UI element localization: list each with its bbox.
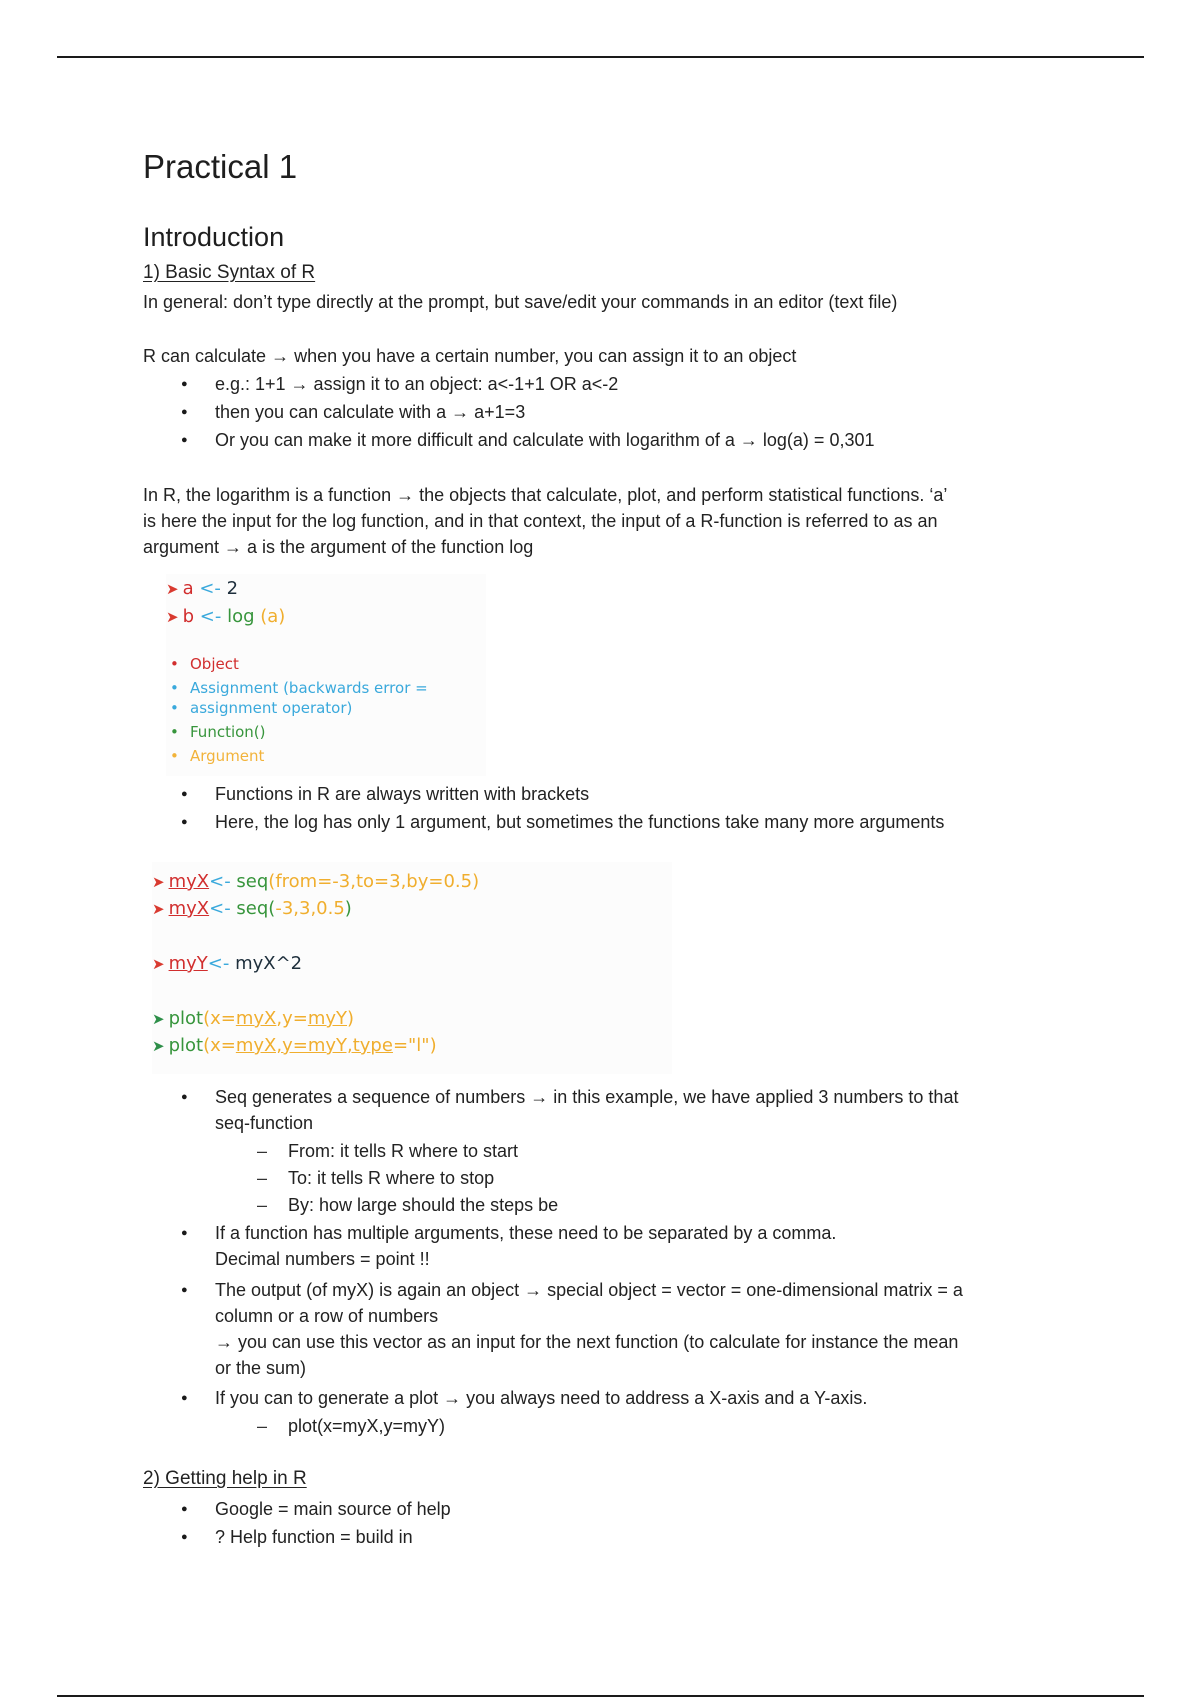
code-snippet-seq-plot	[152, 862, 672, 1074]
code-arguments: (from=-3,to=3,by=0.5)	[268, 871, 480, 892]
code-object: b	[182, 606, 195, 627]
intro-paragraph: In general: don’t type directly at the prompt, but save/edit your commands in an editor (text file)	[143, 292, 898, 312]
log-paragraph-line: In R, the logarithm is a function → the objects that calculate, plot, and perform statistical functions. ‘a’	[143, 485, 948, 505]
prompt-arrow-icon: ➤	[166, 580, 179, 598]
code-object: myX	[168, 898, 210, 919]
legend-object: • Object	[190, 654, 239, 674]
prompt-arrow-icon: ➤	[152, 873, 165, 891]
bullet-item: ● Here, the log has only 1 argument, but sometimes the functions take many more arguments	[215, 809, 1075, 835]
bullet-item: ● Google = main source of help	[215, 1496, 1075, 1522]
code-object: a	[182, 578, 194, 599]
code-line-1	[152, 871, 479, 892]
code-line-2	[166, 606, 285, 627]
bullet-line: → you can use this vector as an input for the next function (to calculate for instance the mean	[215, 1332, 959, 1352]
code-arguments: ,y=	[276, 1008, 308, 1029]
code-expression: myX^2	[229, 953, 303, 974]
code-arguments: ="l")	[392, 1035, 437, 1056]
bullet-line: seq-function	[215, 1113, 314, 1133]
bullet-item-plot: ● If you can to generate a plot → you always need to address a X-axis and a Y-axis.	[215, 1385, 1075, 1411]
code-line-1	[166, 578, 238, 599]
bullet-line: or the sum)	[215, 1358, 307, 1378]
legend-assignment-cont: • assignment operator)	[190, 698, 352, 718]
section-heading-introduction: Introduction	[143, 222, 285, 252]
code-snippet-assignment	[166, 574, 486, 776]
bullet-item: ● Functions in R are always written with brackets	[215, 781, 1075, 807]
prompt-arrow-icon: ➤	[152, 900, 165, 918]
code-operator: <-	[199, 606, 222, 627]
code-arguments: -3,3,0.5	[275, 898, 345, 919]
code-value: 2	[226, 578, 239, 599]
code-operator: <-	[209, 871, 231, 892]
bullet-line: ● The output (of myX) is again an object → special object = vector = one-dimensional matrix = a	[215, 1280, 963, 1300]
code-argument-value: myX	[235, 1008, 277, 1029]
header-rule	[57, 56, 1144, 58]
code-function: seq	[230, 871, 269, 892]
subheading-basic-syntax: 1) Basic Syntax of R	[143, 262, 316, 283]
code-line-2	[152, 898, 352, 919]
code-arguments: (x=	[203, 1008, 236, 1029]
subheading-getting-help: 2) Getting help in R	[143, 1468, 307, 1489]
code-function: log	[227, 606, 255, 627]
legend-function: • Function()	[190, 722, 266, 742]
bullet-line: ● Seq generates a sequence of numbers → in this example, we have applied 3 numbers to that	[215, 1087, 959, 1107]
bullet-item: ● ? Help function = build in	[215, 1524, 1075, 1550]
code-bracket: )	[347, 1008, 355, 1029]
code-operator: <-	[199, 578, 221, 599]
code-argument: (a)	[260, 606, 286, 627]
dash-item: – By: how large should the steps be	[288, 1192, 558, 1218]
code-arguments: (x=	[203, 1035, 236, 1056]
code-argument-value: myX,y=myY,type	[235, 1035, 393, 1056]
code-function: seq	[230, 898, 269, 919]
legend-argument: • Argument	[190, 746, 264, 766]
prompt-arrow-icon: ➤	[152, 955, 165, 973]
bullet-item-multi-args	[215, 1220, 1075, 1272]
legend-assignment: • Assignment (backwards error =	[190, 678, 428, 698]
bullet-item: ● Or you can make it more difficult and calculate with logarithm of a → log(a) = 0,301	[215, 427, 1075, 453]
log-paragraph-line: is here the input for the log function, and in that context, the input of a R-function is referred to as an	[143, 511, 938, 531]
bullet-line: Decimal numbers = point !!	[215, 1249, 430, 1269]
bullet-line: column or a row of numbers	[215, 1306, 439, 1326]
dash-item: – To: it tells R where to stop	[288, 1165, 494, 1191]
code-line-5	[152, 1035, 437, 1056]
code-line-3	[152, 953, 302, 974]
calc-paragraph: R can calculate → when you have a certain number, you can assign it to an object	[143, 346, 797, 366]
code-operator: <-	[209, 898, 231, 919]
prompt-arrow-icon: ➤	[152, 1037, 165, 1055]
code-function: plot	[168, 1035, 204, 1056]
footer-rule	[57, 1695, 1144, 1697]
dash-item: – plot(x=myX,y=myY)	[288, 1413, 445, 1439]
code-function: plot	[168, 1008, 204, 1029]
code-line-4	[152, 1008, 354, 1029]
bullet-item: ● then you can calculate with a → a+1=3	[215, 399, 1075, 425]
document-title: Practical 1	[143, 148, 298, 185]
code-bracket: )	[344, 898, 352, 919]
prompt-arrow-icon: ➤	[152, 1010, 165, 1028]
code-bracket: (	[268, 898, 276, 919]
prompt-arrow-icon: ➤	[166, 608, 179, 626]
log-paragraph-line: argument → a is the argument of the function log	[143, 537, 534, 557]
bullet-item-output	[215, 1277, 1075, 1381]
bullet-item: ● e.g.: 1+1 → assign it to an object: a<-1+1 OR a<-2	[215, 371, 1075, 397]
code-object: myX	[168, 871, 210, 892]
code-object: myY	[168, 953, 208, 974]
dash-item: – From: it tells R where to start	[288, 1138, 518, 1164]
bullet-line: ● If a function has multiple arguments, these need to be separated by a comma.	[215, 1223, 837, 1243]
code-argument-value: myY	[307, 1008, 348, 1029]
bullet-item-seq	[215, 1084, 1075, 1136]
code-operator: <-	[207, 953, 230, 974]
